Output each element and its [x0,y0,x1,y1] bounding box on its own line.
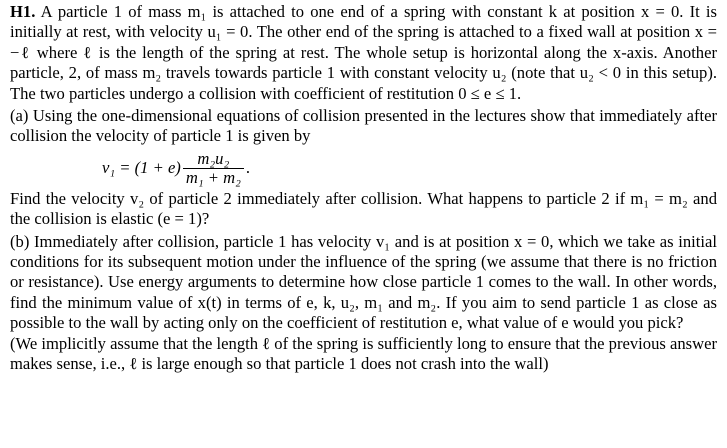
part-b-text: (b) Immediately after collision, particle 1 has velocity v₁ and is at position x = 0, which we take as initial conditions for its subsequent motion under the influence of the spring (we assume that there is no friction or resistance). Use energy arguments to determine how close particle 1 comes to the wall. In other words, find the minimum value of x(t) in terms of e, k, u₂, m₁ and m₂. If you aim to send particle 1 as close as possible to the wall by acting only on the coefficient of restitution e, what value of e would you pick? [10,231,717,333]
problem-intro: A particle 1 of mass m₁ is attached to one end of a spring with constant k at position x = 0. It is initially at rest, with velocity u₁ = 0. The other end of the spring is attached to a fixed wall at position x = −ℓ where ℓ is the length of the spring at rest. The whole setup is horizontal along the x-axis. Another particle, 2, of mass m₂ travels towards particle 1 with constant velocity u₂ (note that u₂ < 0 in this setup). The two particles undergo a collision with coefficient of restitution 0 ≤ e ≤ 1. [10,2,717,103]
equation-lhs: v₁ = (1 + e) [102,157,181,177]
part-a-text: (a) Using the one-dimensional equations of collision presented in the lectures show that immediately after collision the velocity of particle 1 is given by [10,106,717,146]
part-b-note: (We implicitly assume that the length ℓ of the spring is sufficiently long to ensure that the previous answer makes sense, i.e., ℓ is large enough so that particle 1 does not crash into the wall) [10,333,717,374]
part-a-followup: Find the velocity v₂ of particle 2 immediately after collision. What happens to particle 2 if m₁ = m₂ and the collision is elastic (e = 1)? [10,188,717,229]
equation-denominator: m₁ + m₂ [183,168,244,187]
problem-intro-paragraph [10,2,717,104]
equation-fraction [183,150,244,187]
equation-numerator: m₂u₂ [197,149,230,169]
problem-label: H1. [10,2,36,21]
equation-end: . [245,157,250,177]
velocity-equation [102,148,717,188]
